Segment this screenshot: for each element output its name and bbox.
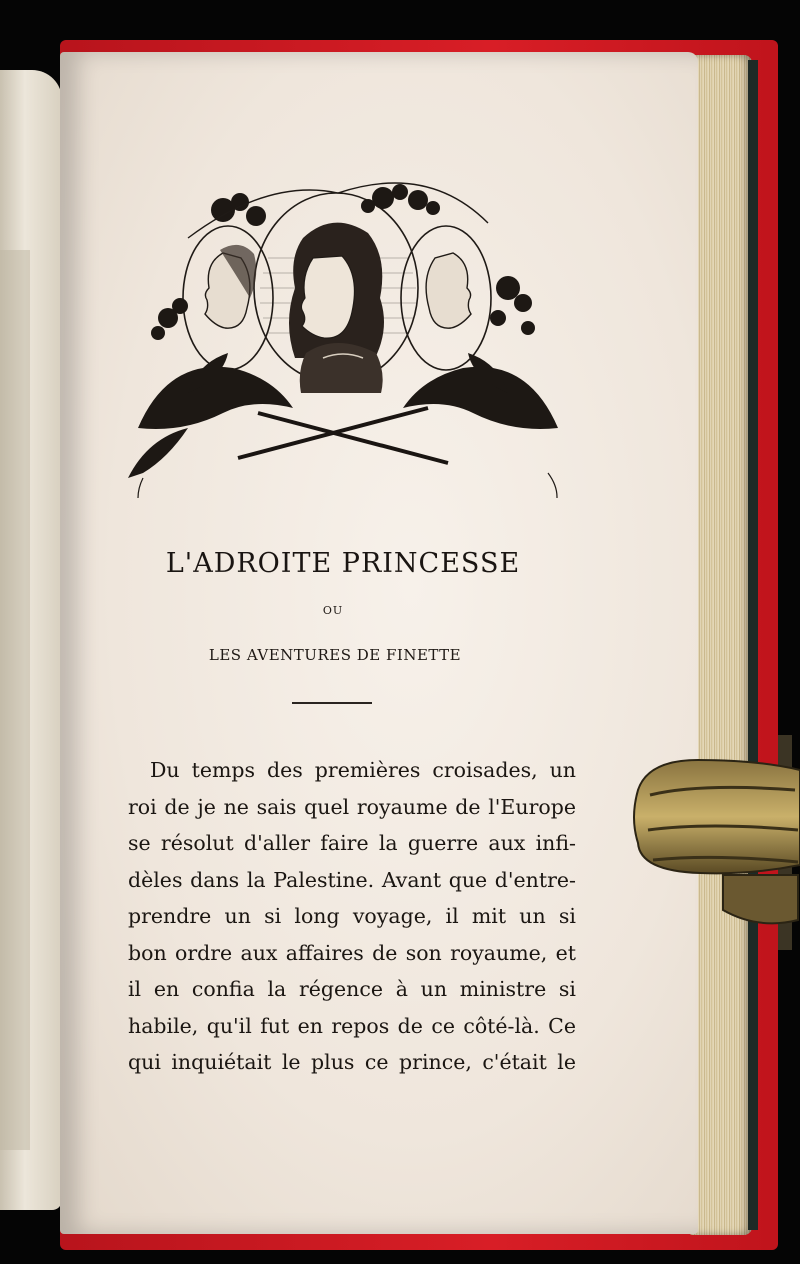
left-page-shadow [0, 250, 30, 1150]
body-line: prendre un si long voyage, il mit un si [128, 904, 576, 928]
story-title: L'ADROITE PRINCESSE [165, 548, 521, 579]
body-line: qui inquiétait le plus ce prince, c'était le [128, 1050, 576, 1074]
title-connector: OU [322, 604, 344, 617]
body-line: bon ordre aux affaires de son royaume, et [128, 940, 576, 965]
body-line: roi de je ne sais quel royaume de l'Europe [128, 794, 576, 819]
story-subtitle: LES AVENTURES DE FINETTE [208, 646, 462, 664]
body-line: Du temps des premières croisades, un [150, 758, 576, 782]
body-line: il en confia la régence à un ministre si [128, 977, 576, 1001]
divider-rule [292, 702, 372, 704]
gilt-page-edges [690, 55, 752, 1235]
story-body [128, 752, 576, 1081]
cover-inner-edge [748, 60, 758, 1230]
body-line: dèles dans la Palestine. Avant que d'entre- [128, 867, 576, 892]
body-line: habile, qu'il fut en repos de ce côté-là. Ce [128, 1013, 576, 1038]
portrait-vignette-illustration [128, 178, 568, 498]
brass-page-clip [628, 735, 800, 950]
body-line: se résolut d'aller faire la guerre aux infi- [128, 831, 576, 855]
